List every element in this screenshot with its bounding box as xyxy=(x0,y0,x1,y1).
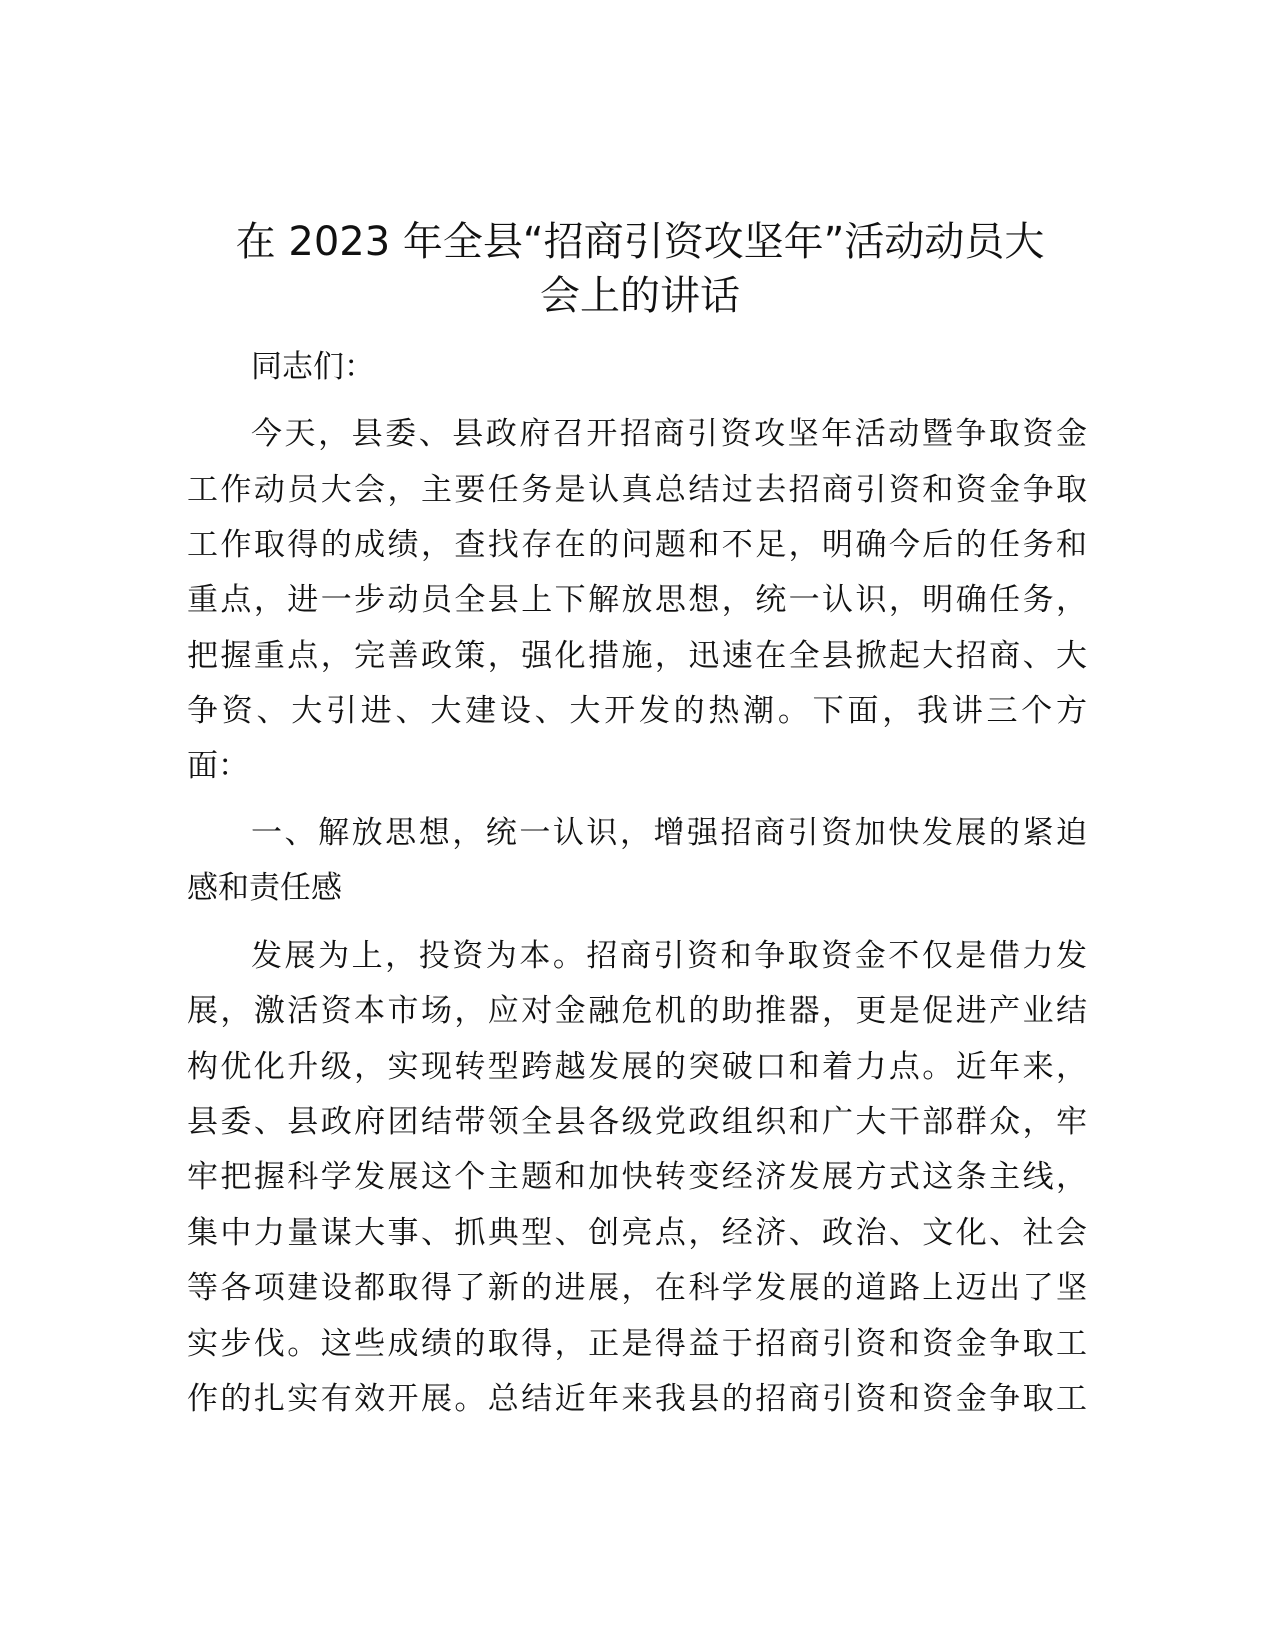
paragraph-1-line-7: 面： xyxy=(187,748,249,784)
paragraph-3-line-1: 发展为上，投资为本。招商引资和争取资金不仅是借力发 xyxy=(251,938,1087,974)
title-line-2: 会上的讲话 xyxy=(540,273,740,319)
paragraph-1-line-1: 今天，县委、县政府召开招商引资攻坚年活动暨争取资金 xyxy=(251,416,1087,452)
section-heading-line-2: 感和责任感 xyxy=(187,870,342,906)
paragraph-3-line-7: 等各项建设都取得了新的进展，在科学发展的道路上迈出了坚 xyxy=(187,1270,1087,1306)
paragraph-3-line-5: 牢把握科学发展这个主题和加快转变经济发展方式这条主线， xyxy=(187,1159,1087,1195)
paragraph-3-line-3: 构优化升级，实现转型跨越发展的突破口和着力点。近年来， xyxy=(187,1049,1087,1085)
title-line-1: 在 2023 年全县“招商引资攻坚年”活动动员大 xyxy=(235,219,1045,265)
salutation: 同志们： xyxy=(251,349,375,385)
paragraph-1-line-3: 工作取得的成绩，查找存在的问题和不足，明确今后的任务和 xyxy=(187,527,1087,563)
paragraph-1-line-6: 争资、大引进、大建设、大开发的热潮。下面，我讲三个方 xyxy=(187,693,1087,729)
paragraph-3-line-8: 实步伐。这些成绩的取得，正是得益于招商引资和资金争取工 xyxy=(187,1326,1087,1362)
paragraph-3-line-2: 展，激活资本市场，应对金融危机的助推器，更是促进产业结 xyxy=(187,993,1087,1029)
section-heading-line-1: 一、解放思想，统一认识，增强招商引资加快发展的紧迫 xyxy=(251,815,1087,851)
paragraph-1-line-2: 工作动员大会，主要任务是认真总结过去招商引资和资金争取 xyxy=(187,472,1087,508)
paragraph-3-line-4: 县委、县政府团结带领全县各级党政组织和广大干部群众，牢 xyxy=(187,1104,1087,1140)
paragraph-3-line-9: 作的扎实有效开展。总结近年来我县的招商引资和资金争取工 xyxy=(187,1381,1087,1417)
paragraph-3-line-6: 集中力量谋大事、抓典型、创亮点，经济、政治、文化、社会 xyxy=(187,1215,1087,1251)
paragraph-1-line-5: 把握重点，完善政策，强化措施，迅速在全县掀起大招商、大 xyxy=(187,638,1087,674)
paragraph-1-line-4: 重点，进一步动员全县上下解放思想，统一认识，明确任务， xyxy=(187,582,1087,618)
